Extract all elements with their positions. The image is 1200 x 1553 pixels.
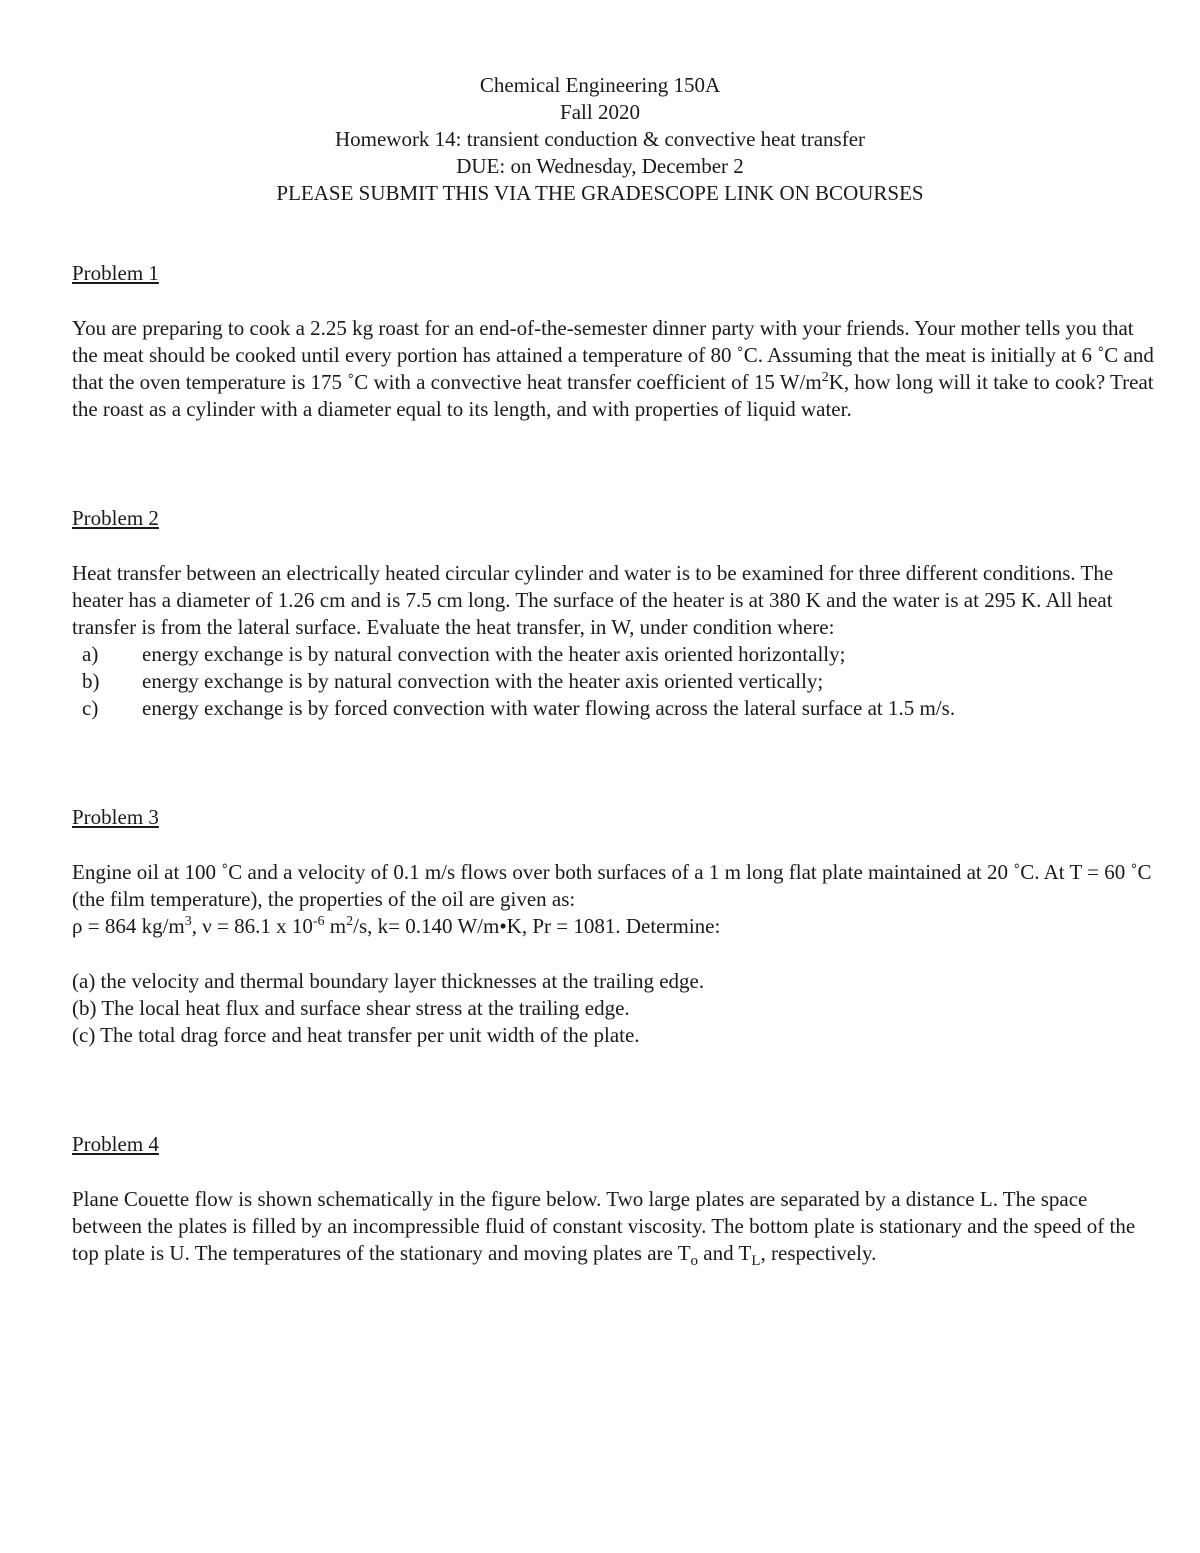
problem-2-title: Problem 2 [72, 506, 159, 530]
problem-1-text [72, 315, 1162, 423]
properties-part: /s, k= 0.140 W/m•K, Pr = 1081. Determine: [353, 914, 721, 938]
problem-2-list [72, 641, 1162, 722]
superscript: -6 [312, 914, 325, 929]
problem-4-text [72, 1186, 1162, 1270]
subscript: L [751, 1253, 761, 1270]
list-marker: a) [82, 642, 99, 666]
homework-title: Homework 14: transient conduction & convective heat transfer [334, 127, 866, 151]
problem-3-text: Engine oil at 100 ˚C and a velocity of 0.1 m/s flows over both surfaces of a 1 m long flat plate maintained at 20 ˚C. At T = 60 ˚C (the film temperature), the properties of the oil are given as: [72, 860, 1152, 911]
list-item-text: energy exchange is by natural convection with the heater axis oriented vertically; [142, 669, 824, 693]
list-item-text: energy exchange is by forced convection with water flowing across the lateral surface at 1.5 m/s. [142, 696, 956, 720]
problem-1-text-part: You are preparing to cook a 2.25 kg roast for an end-of-the-semester dinner party with your friends. Your mother tells you that the meat should be cooked until every portion has attained a temperature of 80 ˚C. Assuming that the meat is initially at 6 ˚C and that the oven temperature is 175 ˚C with a convective heat transfer coefficient of 15 W/m [72, 316, 1154, 394]
problem-3 [72, 804, 1162, 1049]
superscript: 2 [346, 914, 354, 929]
problem-4 [72, 1131, 1162, 1270]
list-marker: b) [82, 669, 100, 693]
list-item-text: energy exchange is by natural convection with the heater axis oriented horizontally; [142, 642, 846, 666]
term: Fall 2020 [560, 100, 640, 124]
problem-4-text-part: and T [698, 1241, 752, 1265]
problem-3-item: (c) The total drag force and heat transfer per unit width of the plate. [72, 1023, 640, 1047]
document-header [0, 72, 1200, 207]
course-title: Chemical Engineering 150A [479, 73, 721, 97]
problem-1-text-part: K, how long will it take to cook? Treat the roast as a cylinder with a diameter equal to its length, and with properties of liquid water. [72, 370, 1154, 421]
superscript: 3 [184, 914, 192, 929]
problem-2 [72, 505, 1162, 722]
list-item [72, 641, 1162, 668]
problem-4-text-part: , respectively. [760, 1241, 877, 1265]
problem-3-item: (b) The local heat flux and surface shear stress at the trailing edge. [72, 996, 630, 1020]
properties-part: , ν = 86.1 x 10 [191, 914, 313, 938]
properties-part: m [324, 914, 347, 938]
properties-part: ρ = 864 kg/m [72, 914, 185, 938]
problem-4-title: Problem 4 [72, 1132, 159, 1156]
problem-3-title: Problem 3 [72, 805, 159, 829]
list-item [72, 695, 1162, 722]
problem-3-properties [72, 913, 1162, 940]
problem-2-text: Heat transfer between an electrically heated circular cylinder and water is to be examined for three different conditions. The heater has a diameter of 1.26 cm and is 7.5 cm long. The surface of the heater is at 380 K and the water is at 295 K. All heat transfer is from the lateral surface. Evaluate the heat transfer, in W, under condition where: [72, 561, 1114, 639]
submission-note: PLEASE SUBMIT THIS VIA THE GRADESCOPE LINK ON BCOURSES [276, 181, 924, 205]
problem-1-title: Problem 1 [72, 261, 159, 285]
list-marker: c) [82, 696, 99, 720]
list-item [72, 668, 1162, 695]
superscript: 2 [821, 370, 829, 385]
subscript: o [690, 1253, 699, 1270]
due-date: DUE: on Wednesday, December 2 [456, 154, 744, 178]
problems-body [72, 260, 1162, 1270]
problem-3-item: (a) the velocity and thermal boundary layer thicknesses at the trailing edge. [72, 969, 705, 993]
problem-1 [72, 260, 1162, 423]
problem-4-text-part: Plane Couette flow is shown schematically in the figure below. Two large plates are separated by a distance L. The space between the plates is filled by an incompressible fluid of constant viscosity. The bottom plate is stationary and the speed of the top plate is U. The temperatures of the stationary and moving plates are T [72, 1187, 1136, 1265]
